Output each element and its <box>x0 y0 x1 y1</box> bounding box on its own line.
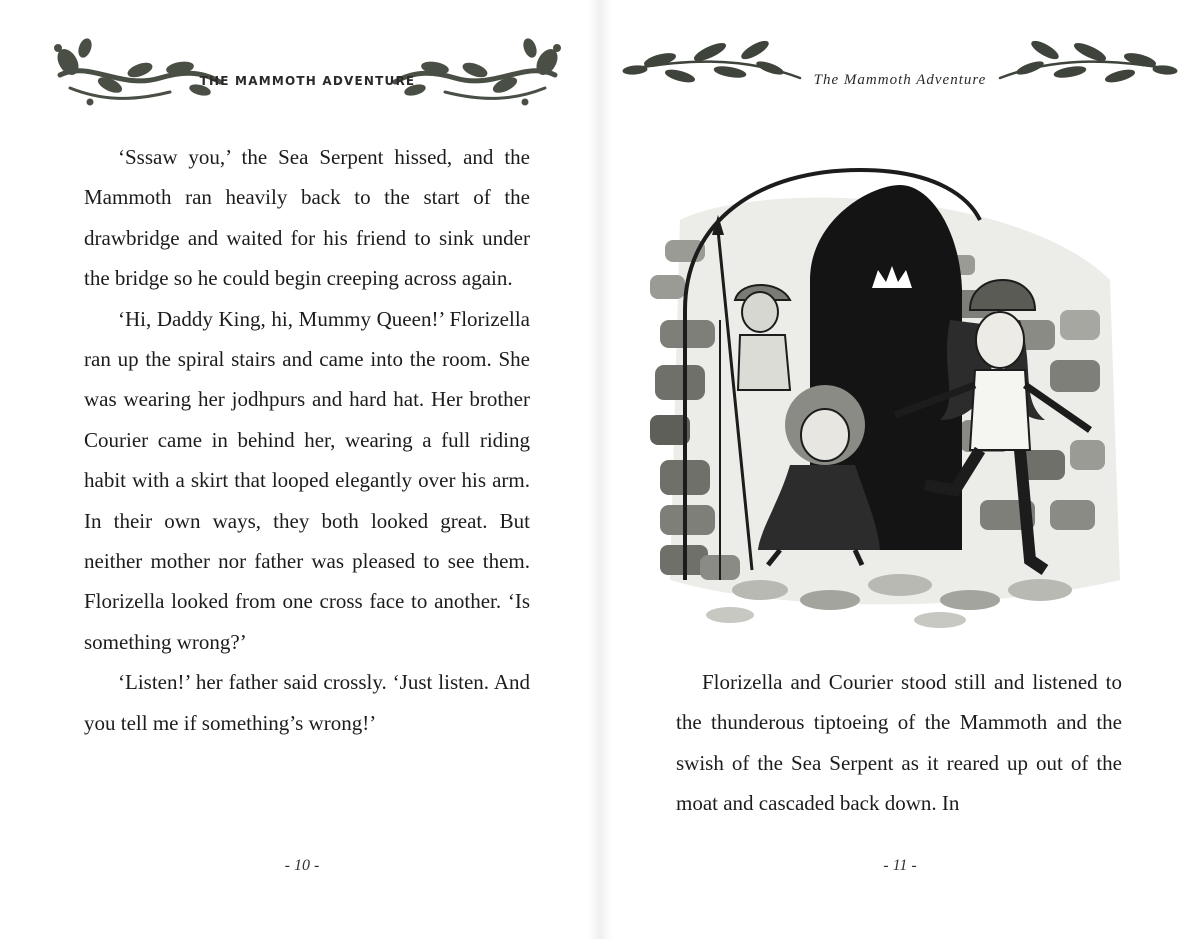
illustration-icon <box>640 160 1130 630</box>
page-number: - 10 - <box>284 857 320 874</box>
right-page <box>600 0 1200 939</box>
leaf-branch-icon <box>620 30 1180 100</box>
paragraph: ‘Listen!’ her father said crossly. ‘Just listen. And you tell me if something’s wrong!’ <box>84 670 530 735</box>
page-number: - 11 - <box>883 857 917 874</box>
paragraph: ‘Hi, Daddy King, hi, Mummy Queen!’ Florizella ran up the spiral stairs and came into the room. She was wearing her jodhpurs and hard hat. Her brother Courier came in behind her, wearing a full riding habit with a skirt that looped elegantly over his arm. In their own ways, they both looked great. But neither mother nor father was pleased to see them. Florizella looked from one cross face to another. ‘Is something wrong?’ <box>84 306 530 654</box>
castle-doorway-illustration <box>640 160 1130 630</box>
paragraph: Florizella and Courier stood still and listened to the thunderous tiptoeing of the Mammoth and the swish of the Sea Serpent as it reared up out of the moat and cascaded back down. In <box>676 670 1122 816</box>
body-text <box>676 662 1122 824</box>
right-header-ornament <box>620 30 1180 100</box>
running-head: The Mammoth Adventure <box>813 72 987 88</box>
leaf-flourish-icon <box>50 30 565 110</box>
book-gutter <box>588 0 612 939</box>
body-text <box>84 137 530 743</box>
left-header-ornament <box>50 30 565 110</box>
paragraph: ‘Sssaw you,’ the Sea Serpent hissed, and the Mammoth ran heavily back to the start of the drawbridge and waited for his friend to sink under the bridge so he could begin creeping across again. <box>84 145 530 291</box>
running-head: THE MAMMOTH ADVENTURE <box>199 74 416 88</box>
